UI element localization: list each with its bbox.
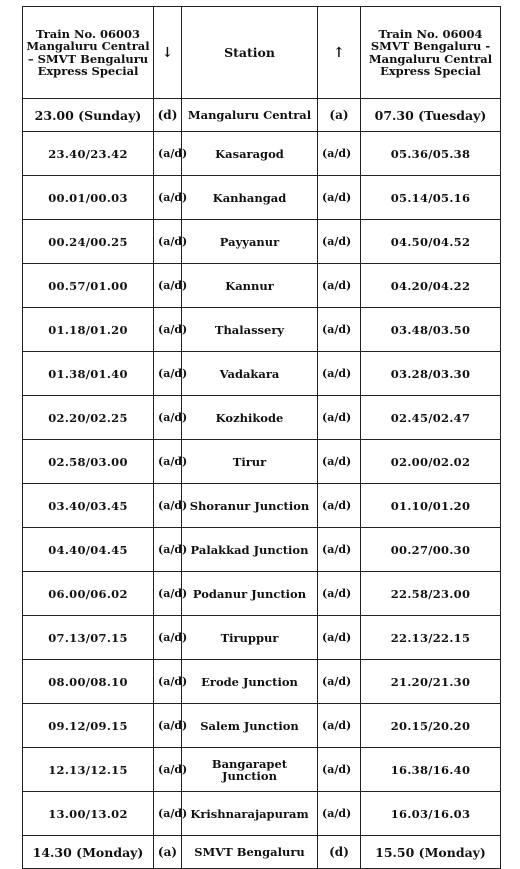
station-name: Krishnarajapuram	[182, 792, 318, 836]
up-time: 16.38/16.40	[361, 748, 501, 792]
origin-arrival: 07.30 (Tuesday)	[361, 99, 501, 132]
table-row	[23, 528, 501, 572]
up-code: (a/d)	[318, 792, 361, 836]
down-time: 13.00/13.02	[23, 792, 154, 836]
down-code: (a/d)	[154, 396, 182, 440]
down-time: 03.40/03.45	[23, 484, 154, 528]
up-time: 02.45/02.47	[361, 396, 501, 440]
down-code: (a/d)	[154, 616, 182, 660]
destination-down-code: (a)	[154, 836, 182, 869]
table-row	[23, 572, 501, 616]
table-row	[23, 792, 501, 836]
table-row	[23, 352, 501, 396]
table-row	[23, 132, 501, 176]
up-time: 16.03/16.03	[361, 792, 501, 836]
station-name: Payyanur	[182, 220, 318, 264]
up-code: (a/d)	[318, 220, 361, 264]
up-arrow-icon: ↑	[318, 7, 361, 99]
origin-row	[23, 99, 501, 132]
down-time: 01.38/01.40	[23, 352, 154, 396]
down-time: 09.12/09.15	[23, 704, 154, 748]
up-time: 00.27/00.30	[361, 528, 501, 572]
down-code: (a/d)	[154, 748, 182, 792]
origin-up-code: (a)	[318, 99, 361, 132]
station-name: Salem Junction	[182, 704, 318, 748]
up-time: 04.20/04.22	[361, 264, 501, 308]
timetable	[22, 6, 501, 869]
down-time: 00.01/00.03	[23, 176, 154, 220]
up-time: 01.10/01.20	[361, 484, 501, 528]
down-time: 23.40/23.42	[23, 132, 154, 176]
table-row	[23, 616, 501, 660]
up-code: (a/d)	[318, 308, 361, 352]
down-code: (a/d)	[154, 132, 182, 176]
table-row	[23, 748, 501, 792]
up-time: 03.28/03.30	[361, 352, 501, 396]
up-time: 22.58/23.00	[361, 572, 501, 616]
station-name: Kozhikode	[182, 396, 318, 440]
table-row	[23, 176, 501, 220]
station-name: Shoranur Junction	[182, 484, 318, 528]
up-time: 22.13/22.15	[361, 616, 501, 660]
table-row	[23, 220, 501, 264]
up-code: (a/d)	[318, 704, 361, 748]
down-code: (a/d)	[154, 792, 182, 836]
table-row	[23, 660, 501, 704]
station-name: Podanur Junction	[182, 572, 318, 616]
down-code: (a/d)	[154, 704, 182, 748]
destination-departure: 15.50 (Monday)	[361, 836, 501, 869]
table-row	[23, 484, 501, 528]
station-name: Thalassery	[182, 308, 318, 352]
down-time: 07.13/07.15	[23, 616, 154, 660]
up-time: 02.00/02.02	[361, 440, 501, 484]
table-row	[23, 308, 501, 352]
down-code: (a/d)	[154, 528, 182, 572]
origin-down-code: (d)	[154, 99, 182, 132]
down-time: 08.00/08.10	[23, 660, 154, 704]
down-time: 01.18/01.20	[23, 308, 154, 352]
up-time: 05.36/05.38	[361, 132, 501, 176]
origin-station: Mangaluru Central	[182, 99, 318, 132]
down-code: (a/d)	[154, 572, 182, 616]
down-code: (a/d)	[154, 484, 182, 528]
up-code: (a/d)	[318, 616, 361, 660]
table-row	[23, 440, 501, 484]
up-code: (a/d)	[318, 660, 361, 704]
up-code: (a/d)	[318, 572, 361, 616]
up-code: (a/d)	[318, 352, 361, 396]
destination-up-code: (d)	[318, 836, 361, 869]
train-down-header: Train No. 06003 Mangaluru Central – SMVT Bengaluru Express Special	[23, 7, 154, 99]
up-code: (a/d)	[318, 396, 361, 440]
down-code: (a/d)	[154, 352, 182, 396]
up-time: 05.14/05.16	[361, 176, 501, 220]
up-code: (a/d)	[318, 484, 361, 528]
up-time: 03.48/03.50	[361, 308, 501, 352]
station-header: Station	[182, 7, 318, 99]
down-code: (a/d)	[154, 308, 182, 352]
station-name: Tiruppur	[182, 616, 318, 660]
up-code: (a/d)	[318, 528, 361, 572]
table-row	[23, 264, 501, 308]
origin-departure: 23.00 (Sunday)	[23, 99, 154, 132]
down-time: 06.00/06.02	[23, 572, 154, 616]
up-code: (a/d)	[318, 132, 361, 176]
table-row	[23, 704, 501, 748]
up-code: (a/d)	[318, 264, 361, 308]
station-name: Kasaragod	[182, 132, 318, 176]
station-name: Kannur	[182, 264, 318, 308]
down-code: (a/d)	[154, 440, 182, 484]
destination-station: SMVT Bengaluru	[182, 836, 318, 869]
destination-row	[23, 836, 501, 869]
up-time: 20.15/20.20	[361, 704, 501, 748]
down-code: (a/d)	[154, 220, 182, 264]
down-time: 02.20/02.25	[23, 396, 154, 440]
up-code: (a/d)	[318, 748, 361, 792]
station-name: Kanhangad	[182, 176, 318, 220]
table-row	[23, 396, 501, 440]
destination-arrival: 14.30 (Monday)	[23, 836, 154, 869]
station-name: Tirur	[182, 440, 318, 484]
intermediate-stations	[23, 132, 501, 836]
up-time: 21.20/21.30	[361, 660, 501, 704]
station-name: Palakkad Junction	[182, 528, 318, 572]
station-name: Bangarapet Junction	[182, 748, 318, 792]
station-name: Vadakara	[182, 352, 318, 396]
down-time: 00.57/01.00	[23, 264, 154, 308]
down-time: 00.24/00.25	[23, 220, 154, 264]
down-time: 12.13/12.15	[23, 748, 154, 792]
header-row	[23, 7, 501, 99]
down-code: (a/d)	[154, 660, 182, 704]
down-code: (a/d)	[154, 176, 182, 220]
station-name: Erode Junction	[182, 660, 318, 704]
down-code: (a/d)	[154, 264, 182, 308]
down-time: 02.58/03.00	[23, 440, 154, 484]
down-time: 04.40/04.45	[23, 528, 154, 572]
up-code: (a/d)	[318, 176, 361, 220]
down-arrow-icon: ↓	[154, 7, 182, 99]
up-code: (a/d)	[318, 440, 361, 484]
up-time: 04.50/04.52	[361, 220, 501, 264]
train-up-header: Train No. 06004 SMVT Bengaluru - Mangaluru Central Express Special	[361, 7, 501, 99]
